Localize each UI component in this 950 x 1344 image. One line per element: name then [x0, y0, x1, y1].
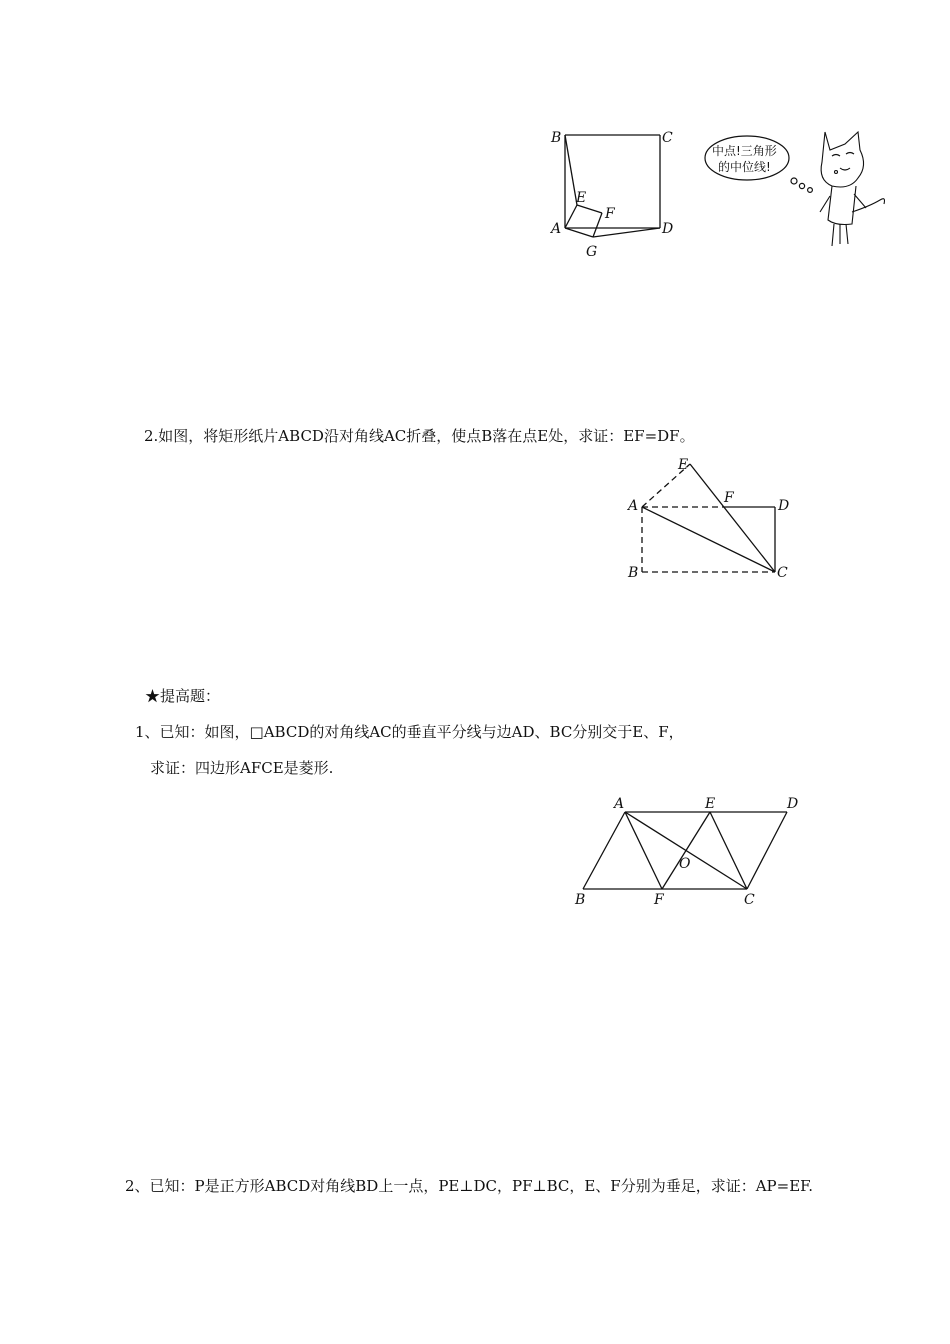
- bubble-text-line1: 中点!三角形: [712, 144, 777, 158]
- label-B: B: [628, 565, 639, 581]
- label-D: D: [787, 796, 799, 812]
- cartoon-cat-illustration: [820, 132, 885, 246]
- label-F: F: [654, 892, 664, 908]
- label-E: E: [678, 457, 689, 473]
- advanced-q1-line2: 求证：四边形AFCE是菱形.: [150, 759, 334, 777]
- label-A: A: [551, 221, 562, 237]
- label-E: E: [576, 190, 587, 206]
- label-C: C: [662, 130, 673, 146]
- bubble-text-line2: 的中位线!: [718, 160, 771, 174]
- figure-folded-rectangle: [620, 452, 800, 582]
- label-A: A: [614, 796, 625, 812]
- advanced-heading: ★提高题：: [145, 687, 221, 705]
- label-A: A: [628, 498, 639, 514]
- label-E: E: [705, 796, 716, 812]
- label-D: D: [778, 498, 790, 514]
- advanced-q2-text: 2、已知：P是正方形ABCD对角线BD上一点，PE⊥DC，PF⊥BC，E、F分别为垂足，求证：AP=EF.: [125, 1177, 814, 1195]
- label-F: F: [605, 206, 615, 222]
- problem-2-text: 2.如图，将矩形纸片ABCD沿对角线AC折叠，使点B落在点E处，求证：EF=DF。: [144, 427, 695, 445]
- label-C: C: [777, 565, 788, 581]
- figure-square-diagram: [540, 120, 900, 270]
- label-F: F: [724, 490, 734, 506]
- label-O: O: [679, 856, 691, 872]
- figure-parallelogram: [565, 792, 815, 912]
- label-D: D: [662, 221, 674, 237]
- label-B: B: [551, 130, 562, 146]
- label-C: C: [744, 892, 755, 908]
- advanced-q1-line1: 1、已知：如图，□ABCD的对角线AC的垂直平分线与边AD、BC分别交于E、F，: [135, 723, 684, 741]
- label-G: G: [586, 244, 598, 260]
- label-B: B: [575, 892, 586, 908]
